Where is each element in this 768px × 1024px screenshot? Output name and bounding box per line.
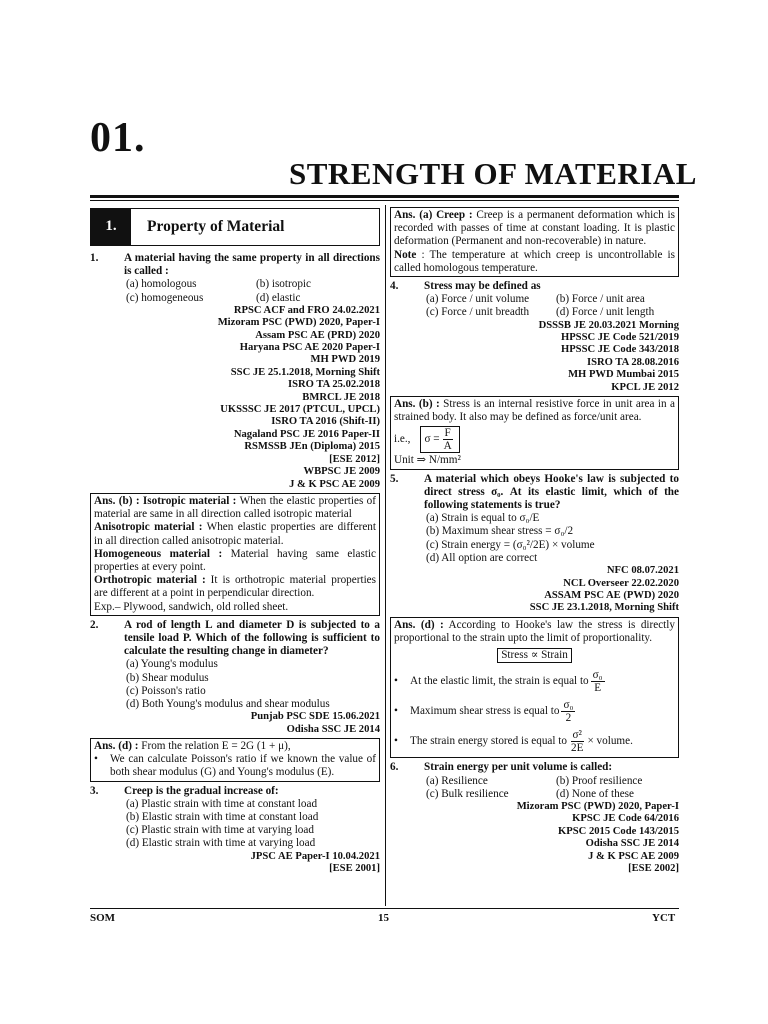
- answer-2: [90, 738, 380, 782]
- source: Mizoram PSC (PWD) 2020, Paper-I: [217, 317, 380, 329]
- answer-3: [390, 207, 679, 277]
- answer-text: According to Hooke's law the stress is directly proportional to the strain upto the limit of proportionality.: [394, 618, 675, 644]
- option: (a) Resilience: [426, 774, 488, 787]
- chapter-title: STRENGTH OF MATERIAL: [289, 156, 697, 191]
- answer-heading: Ans. (a) Creep :: [394, 209, 473, 221]
- source: Odisha SSC JE 2014: [585, 838, 679, 850]
- question-5: [390, 473, 679, 513]
- example-text: Exp.– Plywood, sandwich, old rolled sheet.: [94, 600, 289, 613]
- answer-text: Stress is an internal resistive force in unit area in a strained body. It also may be defined as force/unit area.: [394, 398, 676, 424]
- option: (a) Force / unit volume: [426, 293, 530, 306]
- formula-box: [420, 426, 459, 453]
- question-text: A material which obeys Hooke's law is subjected to direct stress σ₀. At its elastic limit, which of the following statements is true?: [424, 472, 679, 512]
- right-column: [390, 207, 679, 875]
- question-2-sources: [90, 711, 380, 736]
- topic-number: 1.: [91, 209, 131, 245]
- question-1-sources: [90, 305, 380, 491]
- topic-heading: [90, 208, 380, 246]
- question-number: 2.: [90, 618, 99, 631]
- question-6-options: [390, 775, 679, 801]
- unit-text: Unit ⇒ N/mm²: [394, 454, 461, 467]
- source: DSSSB JE 20.03.2021 Morning: [538, 319, 679, 331]
- denominator: 2: [565, 711, 572, 724]
- term-heading: Homogeneous material :: [94, 547, 223, 560]
- column-divider: [385, 205, 386, 906]
- source: ISRO TA 28.08.2016: [586, 356, 679, 368]
- source: [ESE 2012]: [329, 453, 380, 465]
- option: (c) Bulk resilience: [426, 787, 509, 800]
- term-heading: Orthotropic material :: [94, 574, 206, 587]
- question-6: [390, 761, 679, 774]
- answer-text: Creep is a permanent deformation which is recorded with passes of time at constant loading. It is plastic deformation (Permanent and non-recoverable) in nature.: [394, 209, 676, 248]
- question-3-options: [90, 798, 380, 851]
- page-number: 15: [378, 912, 389, 924]
- answer-4: [390, 396, 679, 470]
- source: SSC JE 23.1.2018, Morning Shift: [529, 602, 679, 614]
- bullet-icon: •: [394, 734, 398, 747]
- source: Nagaland PSC JE 2016 Paper-II: [233, 428, 380, 440]
- numerator: σ₀: [592, 668, 603, 681]
- source: RPSC ACF and FRO 24.02.2021: [233, 304, 380, 316]
- denominator: A: [443, 439, 452, 452]
- option: (d) Force / unit length: [556, 306, 655, 319]
- option: (b) Maximum shear stress = σ₀/2: [426, 525, 574, 538]
- term-text: Material having same elastic properties at every point.: [94, 547, 377, 573]
- footer-rule: [90, 908, 679, 909]
- answer-1: [90, 493, 380, 616]
- answer-heading: Ans. (d) :: [94, 739, 139, 752]
- option: (c) Force / unit breadth: [426, 306, 530, 319]
- chapter-number: 01.: [90, 115, 146, 161]
- source: SSC JE 25.1.2018, Morning Shift: [230, 366, 380, 378]
- option: (d) None of these: [556, 787, 634, 800]
- question-2: [90, 619, 380, 659]
- source: J & K PSC AE 2009: [289, 478, 380, 490]
- denominator: 2E: [571, 741, 584, 754]
- term-heading: Anisotropic material :: [94, 521, 203, 534]
- bullet-text: We can calculate Poisson's ratio if we known the value of both shear modulus (G) and Young's modulus (E).: [110, 753, 376, 779]
- topic-title: Property of Material: [147, 218, 285, 236]
- question-text: A rod of length L and diameter D is subjected to a tensile load P. Which of the following is sufficient to calculate the resulting change in diameter?: [124, 618, 380, 658]
- bullet-icon: •: [394, 704, 398, 717]
- bullet-shear: [394, 696, 675, 726]
- question-4: [390, 280, 679, 293]
- question-text: A material having the same property in all directions is called :: [124, 252, 380, 278]
- question-4-sources: [390, 320, 679, 394]
- option: (b) Elastic strain with time at constant load: [126, 810, 319, 823]
- question-number: 5.: [390, 472, 399, 485]
- source: JPSC AE Paper-I 10.04.2021: [250, 850, 380, 862]
- source: MH PWD Mumbai 2015: [568, 369, 679, 381]
- source: HPSSC JE Code 521/2019: [560, 332, 679, 344]
- question-number: 3.: [90, 784, 99, 797]
- source: MH PWD 2019: [310, 354, 380, 366]
- question-1: [90, 252, 380, 278]
- source: J & K PSC AE 2009: [588, 850, 679, 862]
- option: (b) Proof resilience: [556, 774, 643, 787]
- bullet-text: At the elastic limit, the strain is equal to: [410, 674, 589, 687]
- source: [ESE 2002]: [628, 862, 679, 874]
- question-text: Strain energy per unit volume is called:: [424, 761, 613, 774]
- source: Mizoram PSC (PWD) 2020, Paper-I: [516, 800, 679, 812]
- question-5-sources: [390, 565, 679, 615]
- source: Assam PSC AE (PRD) 2020: [255, 329, 380, 341]
- fraction: [442, 427, 454, 452]
- footer-publisher: YCT: [652, 912, 676, 924]
- answer-heading: Ans. (b) :: [394, 398, 440, 411]
- bullet-text: The strain energy stored is equal to: [410, 734, 567, 747]
- answer-heading: Ans. (b) : Isotropic material :: [94, 494, 237, 507]
- source: HPSSC JE Code 343/2018: [560, 344, 679, 356]
- note-text: : The temperature at which creep is uncontrollable is called homologous temperature.: [394, 248, 676, 274]
- title-rule-thick: [90, 195, 679, 198]
- source: KPSC 2015 Code 143/2015: [558, 825, 679, 837]
- source: BMRCL JE 2018: [302, 391, 380, 403]
- option: (c) Plastic strain with time at varying load: [126, 824, 314, 837]
- option: (c) Strain energy = (σ₀²/2E) × volume: [426, 538, 595, 551]
- option: (b) Shear modulus: [126, 671, 209, 684]
- question-3: [90, 785, 380, 798]
- option: (c) homogeneous: [126, 291, 204, 304]
- source: ISRO TA 2016 (Shift-II): [271, 416, 380, 428]
- option: (b) Force / unit area: [556, 293, 645, 306]
- question-4-options: [390, 293, 679, 319]
- source: Haryana PSC AE 2020 Paper-I: [239, 342, 380, 354]
- fraction: [591, 669, 605, 694]
- source: ISRO TA 25.02.2018: [287, 379, 380, 391]
- note-heading: Note: [394, 248, 417, 261]
- source: RSMSSB JEn (Diploma) 2015: [244, 441, 380, 453]
- answer-5: [390, 617, 679, 759]
- left-column: [90, 205, 380, 875]
- option: (a) Young's modulus: [126, 658, 218, 671]
- numerator: σ²: [572, 728, 582, 741]
- source: WBPSC JE 2009: [303, 466, 380, 478]
- answer-heading: Ans. (d) :: [394, 618, 444, 631]
- source: [ESE 2001]: [329, 863, 380, 874]
- fraction: [561, 699, 575, 724]
- bullet-icon: •: [394, 674, 398, 687]
- option: (a) Plastic strain with time at constant load: [126, 797, 318, 810]
- source: Punjab PSC SDE 15.06.2021: [250, 711, 380, 723]
- option: (b) isotropic: [256, 278, 311, 291]
- question-6-sources: [390, 801, 679, 875]
- bullet-strain: [394, 666, 675, 696]
- option: (d) elastic: [256, 291, 301, 304]
- question-number: 6.: [390, 761, 399, 774]
- answer-text: When the elastic properties of material are same in all direction called isotropic material: [94, 494, 376, 521]
- term-text: When elastic properties are different in all direction called anisotropic material.: [94, 521, 376, 547]
- source: ASSAM PSC AE (PWD) 2020: [544, 589, 679, 601]
- formula-lead: i.e.,: [394, 432, 411, 445]
- question-5-options: [390, 512, 679, 565]
- term-text: It is orthotropic material properties are different at a point in perpendicular direction.: [94, 574, 377, 600]
- option: (c) Poisson's ratio: [126, 684, 206, 697]
- question-1-options: [90, 278, 380, 304]
- boxed-relation: Stress ∝ Strain: [497, 648, 572, 663]
- numerator: σ₀: [563, 698, 574, 711]
- option: (d) Both Young's modulus and shear modulus: [126, 697, 330, 710]
- bullet-tail: × volume.: [587, 734, 633, 747]
- numerator: F: [444, 426, 451, 439]
- source: Odisha SSC JE 2014: [286, 723, 380, 735]
- question-3-sources: [90, 851, 380, 876]
- answer-text: From the relation E = 2G (1 + μ),: [141, 739, 291, 752]
- question-2-options: [90, 658, 380, 711]
- option: (d) All option are correct: [426, 551, 538, 564]
- option: (a) homologous: [126, 278, 197, 291]
- source: UKSSSC JE 2017 (PTCUL, UPCL): [220, 404, 380, 416]
- option: (d) Elastic strain with time at varying load: [126, 837, 316, 850]
- question-text: Creep is the gradual increase of:: [124, 784, 279, 797]
- source: NFC 08.07.2021: [606, 565, 679, 577]
- question-number: 4.: [390, 280, 399, 293]
- source: KPCL JE 2012: [611, 381, 679, 393]
- denominator: E: [594, 681, 602, 694]
- question-text: Stress may be defined as: [424, 280, 541, 293]
- formula-lhs: σ =: [424, 432, 440, 445]
- bullet-icon: •: [94, 753, 98, 766]
- bullet-energy: [394, 726, 675, 756]
- title-rule-thin: [90, 200, 679, 201]
- fraction: [569, 729, 585, 754]
- question-number: 1.: [90, 252, 99, 264]
- bullet-text: Maximum shear stress is equal to: [410, 704, 560, 717]
- option: (a) Strain is equal to σ₀/E: [426, 512, 540, 525]
- footer-subject: SOM: [90, 912, 116, 924]
- source: NCL Overseer 22.02.2020: [563, 577, 679, 589]
- stress-formula: [394, 424, 675, 454]
- source: KPSC JE Code 64/2016: [572, 813, 679, 825]
